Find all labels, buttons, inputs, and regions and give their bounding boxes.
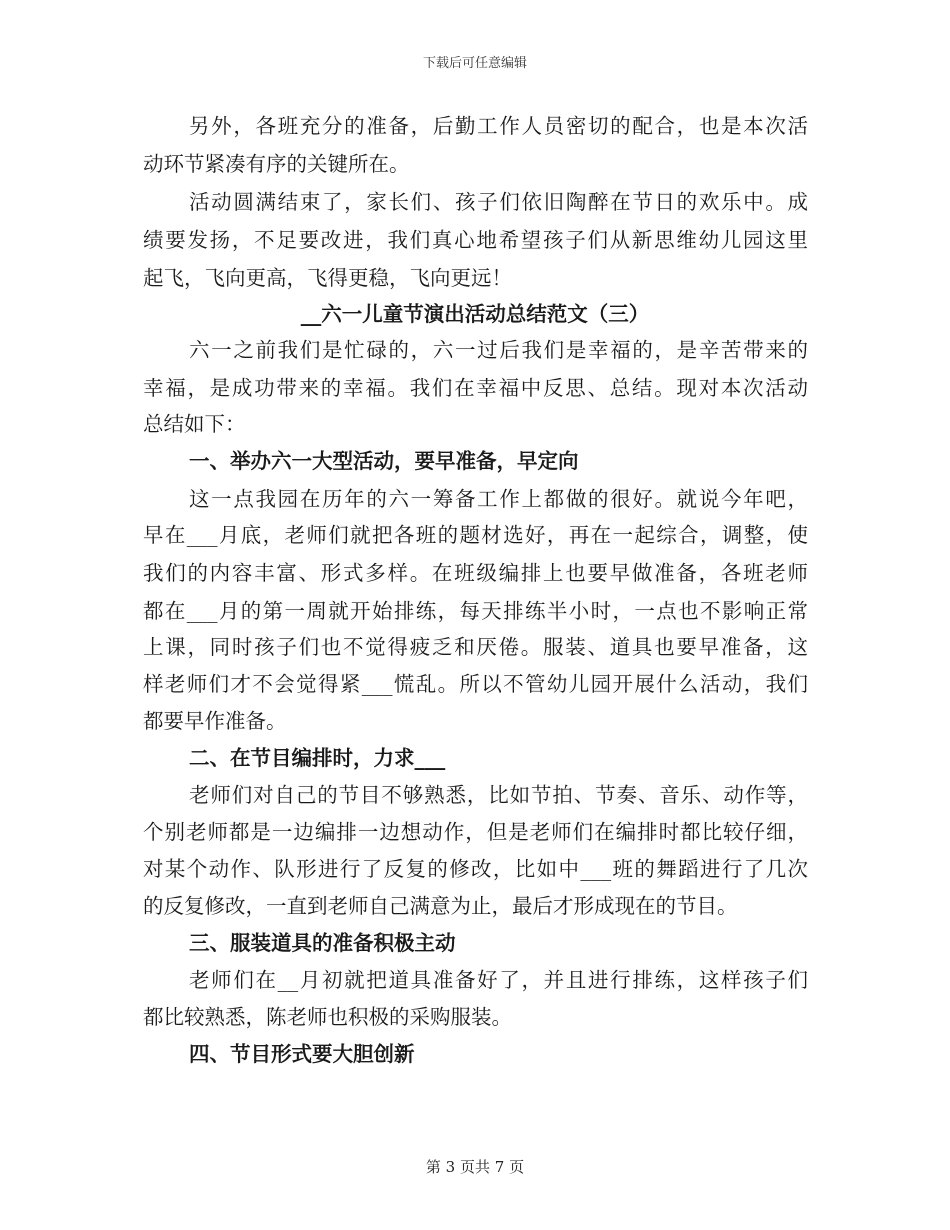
paragraph-line: 六一之前我们是忙碌的，六一过后我们是幸福的，是辛苦带来的	[189, 338, 808, 362]
paragraph-line: 对某个动作、队形进行了反复的修改，比如中___班的舞蹈进行了几次	[143, 857, 808, 881]
paragraph-line: 个别老师都是一边编排一边想动作，但是老师们在编排时都比较仔细，	[143, 820, 808, 844]
paragraph-line: 我们的内容丰富、形式多样。在班级编排上也要早做准备，各班老师	[143, 561, 808, 585]
paragraph-line: 早在___月底，老师们就把各班的题材选好，再在一起综合，调整，使	[143, 523, 808, 547]
paragraph-line: 动环节紧凑有序的关键所在。	[143, 152, 410, 176]
heading-2: 二、在节目编排时，力求___	[189, 746, 446, 770]
page-footer: 第 3 页共 7 页	[425, 1158, 525, 1176]
paragraph-line: 老师们在__月初就把道具准备好了，并且进行排练，这样孩子们	[189, 968, 808, 992]
paragraph-line: 幸福，是成功带来的幸福。我们在幸福中反思、总结。现对本次活动	[143, 376, 808, 400]
paragraph-line: 活动圆满结束了，家长们、孩子们依旧陶醉在节日的欢乐中。成	[189, 190, 808, 214]
paragraph-line: 起飞，飞向更高，飞得更稳，飞向更远！	[143, 266, 512, 290]
paragraph-line: 的反复修改，一直到老师自己满意为止，最后才形成现在的节目。	[143, 894, 738, 918]
paragraph-line: 都在___月的第一周就开始排练，每天排练半小时，一点也不影响正常	[143, 599, 808, 623]
section-title: __六一儿童节演出活动总结范文（三）	[300, 302, 650, 326]
paragraph-line: 这一点我园在历年的六一筹备工作上都做的很好。就说今年吧，	[189, 487, 808, 511]
paragraph-line: 老师们对自己的节目不够熟悉，比如节拍、节奏、音乐、动作等，	[189, 783, 808, 807]
paragraph-line: 绩要发扬，不足要改进，我们真心地希望孩子们从新思维幼儿园这里	[143, 228, 808, 252]
paragraph-line: 都要早作准备。	[143, 709, 287, 733]
heading-4: 四、节目形式要大胆创新	[189, 1042, 415, 1066]
heading-1: 一、举办六一大型活动，要早准备，早定向	[189, 449, 579, 473]
paragraph-line: 总结如下：	[143, 412, 246, 436]
paragraph-line: 样老师们才不会觉得紧___慌乱。所以不管幼儿园开展什么活动，我们	[143, 672, 808, 696]
paragraph-line: 另外，各班充分的准备，后勤工作人员密切的配合，也是本次活	[189, 114, 808, 138]
heading-3: 三、服装道具的准备积极主动	[189, 931, 456, 955]
page-header: 下载后可任意编辑	[422, 56, 527, 71]
paragraph-line: 都比较熟悉，陈老师也积极的采购服装。	[143, 1005, 512, 1029]
paragraph-line: 上课，同时孩子们也不觉得疲乏和厌倦。服装、道具也要早准备，这	[143, 635, 808, 659]
